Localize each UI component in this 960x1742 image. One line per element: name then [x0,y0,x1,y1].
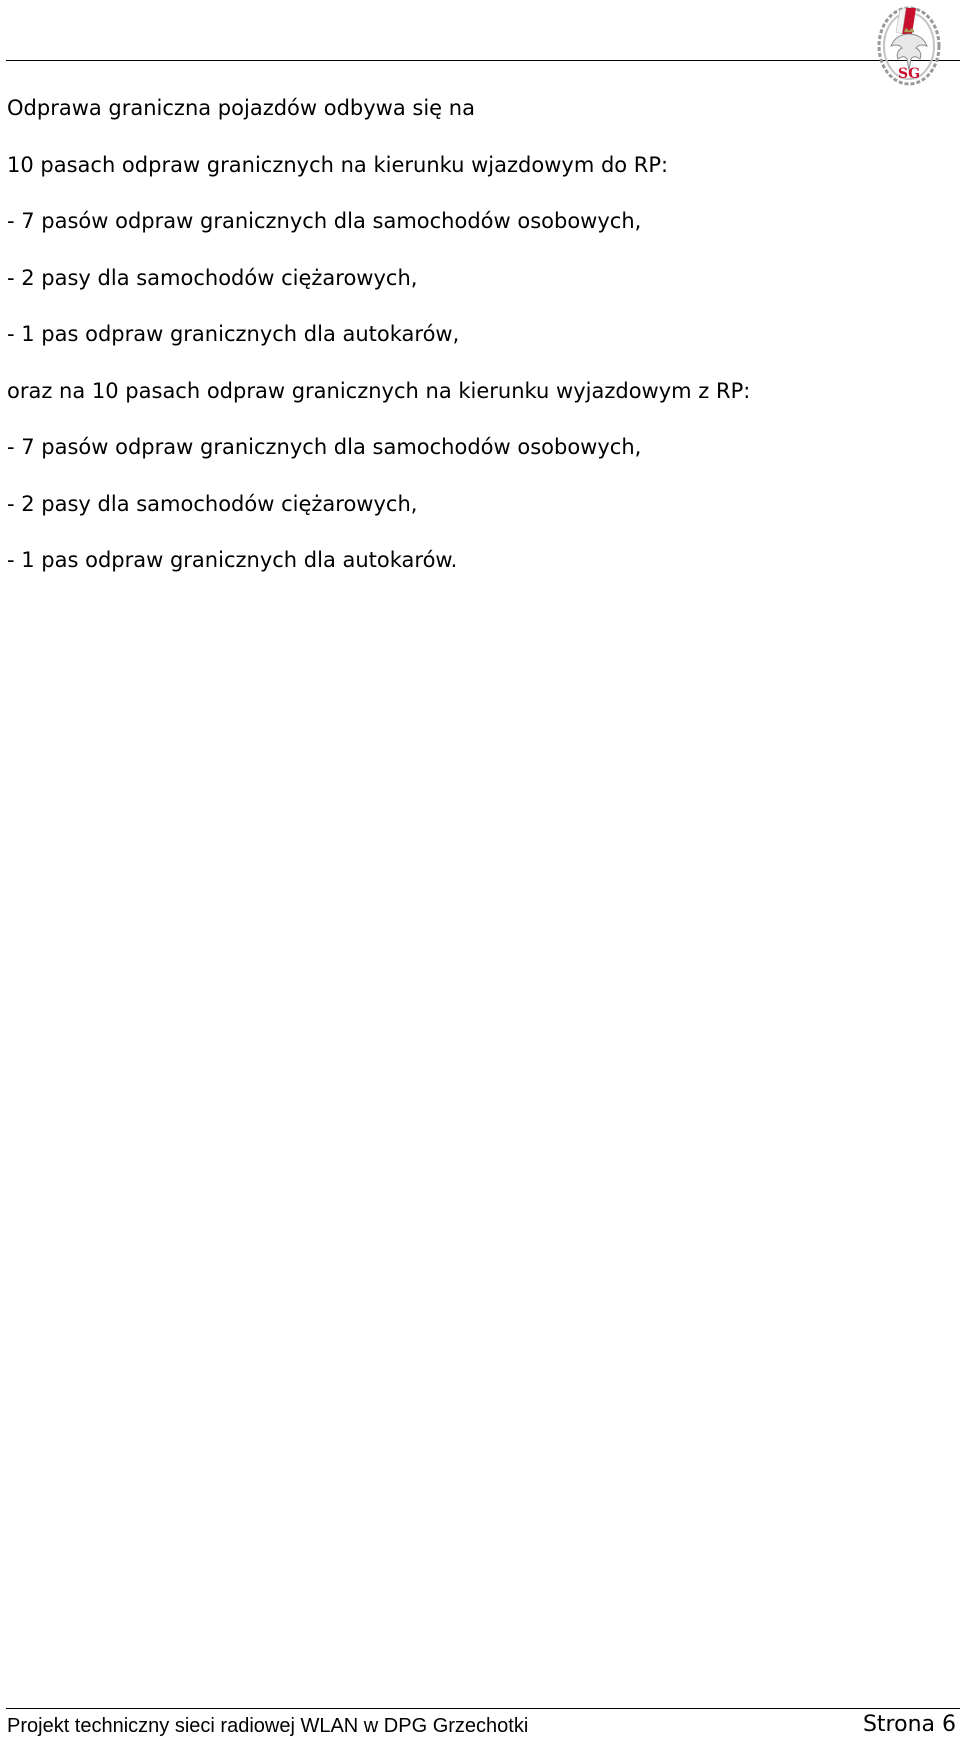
body-line: - 7 pasów odpraw granicznych dla samochodów osobowych, [7,435,642,459]
body-line: 10 pasach odpraw granicznych na kierunku wjazdowym do RP: [7,152,669,177]
body-line: Odprawa graniczna pojazdów odbywa się na [7,96,475,120]
footer-rule [6,1708,960,1709]
header-rule [6,60,960,61]
border-guard-emblem-icon [876,4,942,88]
body-line: - 1 pas odpraw granicznych dla autokarów, [7,322,460,346]
body-line: - 2 pasy dla samochodów ciężarowych, [7,491,418,516]
footer-document-title: Projekt techniczny sieci radiowej WLAN w DPG Grzechotki [7,1715,529,1737]
body-line: - 7 pasów odpraw granicznych dla samochodów osobowych, [7,209,642,233]
body-line: - 1 pas odpraw granicznych dla autokarów. [7,548,458,572]
footer-page-number: Strona 6 [862,1712,956,1737]
svg-text:SG: SG [898,66,921,82]
body-line: - 2 pasy dla samochodów ciężarowych, [7,265,418,290]
document-body [7,80,947,589]
body-line: oraz na 10 pasach odpraw granicznych na kierunku wyjazdowym z RP: [7,378,751,403]
